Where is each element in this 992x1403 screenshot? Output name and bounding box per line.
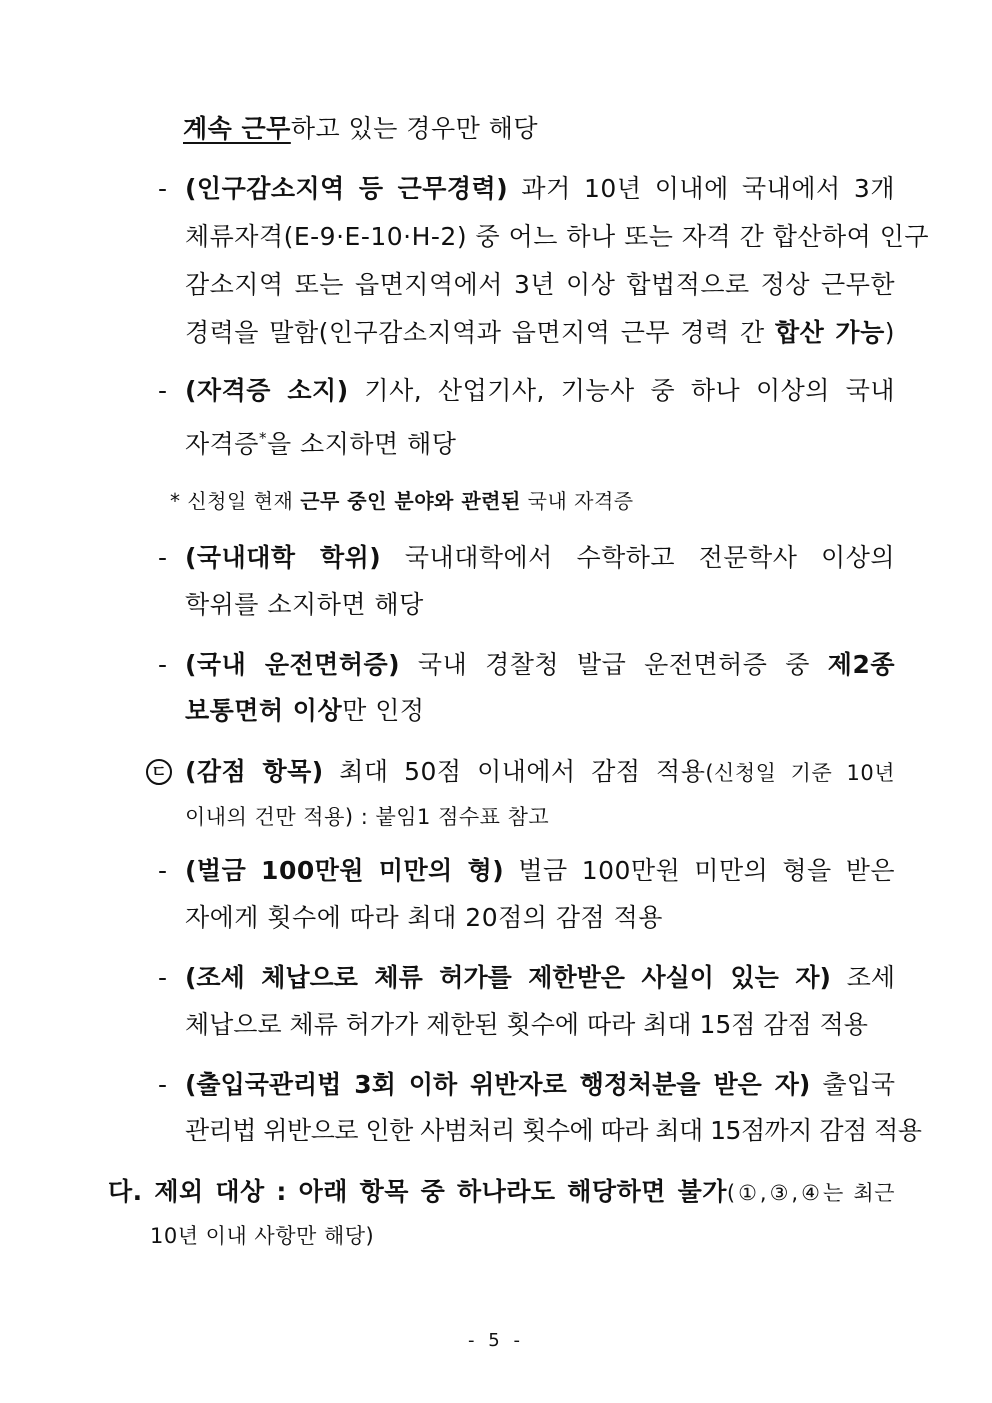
body-text-small: (①,③,④는 최근 (726, 1181, 895, 1205)
circled-letter-icon: ㄷ (146, 759, 172, 785)
body-text: ) (884, 318, 895, 347)
body-line: 학위를 소지하면 해당 (185, 590, 424, 619)
note-text: 국내 자격증 (520, 489, 634, 513)
section-heading (108, 1175, 895, 1210)
body-text: 출입국 (810, 1070, 895, 1099)
bullet-dash: - (158, 650, 168, 679)
continued-line (183, 112, 538, 146)
body-line: 이내의 건만 적용) : 붙임1 점수표 참고 (185, 805, 550, 829)
body-text: 조세 (830, 963, 895, 992)
body-text: 최대 50점 이내에서 감점 적용 (323, 757, 706, 786)
bullet-dash: - (158, 376, 168, 405)
item-title: (감점 항목) (185, 757, 324, 786)
body-line: 체납으로 체류 허가가 제한된 횟수에 따라 최대 15점 감점 적용 (185, 1010, 868, 1039)
footnote (170, 484, 634, 518)
body-line (185, 694, 425, 728)
bullet-title: (벌금 100만원 미만의 형) (185, 856, 505, 885)
body-text: 경력을 말함(인구감소지역과 읍면지역 근무 경력 간 (185, 318, 776, 347)
body-text: 을 소지하면 해당 (266, 429, 457, 459)
emphasis-text: 합산 가능 (775, 318, 885, 347)
bullet-line (185, 1068, 895, 1102)
bullet-line (185, 172, 895, 206)
body-line: 자에게 횟수에 따라 최대 20점의 감점 적용 (185, 903, 663, 932)
bullet-line (185, 854, 895, 888)
bullet-dash: - (158, 963, 168, 992)
bullet-dash: - (158, 174, 168, 203)
body-text: 과거 10년 이내에 국내에서 3개 (508, 174, 895, 203)
bullet-dash: - (158, 856, 168, 885)
bullet-line (185, 374, 895, 408)
emphasis-text: 계속 근무 (183, 114, 291, 143)
bullet-title: (조세 체납으로 체류 허가를 제한받은 사실이 있는 자) (185, 963, 831, 992)
body-line: 10년 이내 사항만 해당) (150, 1224, 375, 1248)
note-text: * 신청일 현재 (170, 489, 301, 513)
bullet-title: (국내 운전면허증) (185, 650, 401, 679)
footnote-mark: * (258, 429, 267, 447)
bullet-title: (출입국관리법 3회 이하 위반자로 행정처분을 받은 자) (185, 1070, 811, 1099)
body-line: 체류자격(E-9·E-10·H-2) 중 어느 하나 또는 자격 간 합산하여 인구 (185, 222, 930, 251)
bullet-dash: - (158, 1070, 168, 1099)
page-number: - 5 - (468, 1330, 524, 1351)
body-line (185, 316, 895, 350)
emphasis-text: 보통면허 이상 (185, 696, 343, 725)
body-text: 벌금 100만원 미만의 형을 받은 (504, 856, 895, 885)
body-line (185, 421, 456, 461)
body-text: 국내대학에서 수학하고 전문학사 이상의 (381, 543, 895, 572)
body-text: 국내 경찰청 발급 운전면허증 중 (400, 650, 828, 679)
bullet-title: (자격증 소지) (185, 376, 349, 405)
bullet-title: (국내대학 학위) (185, 543, 382, 572)
bullet-dash: - (158, 543, 168, 572)
body-line: 감소지역 또는 읍면지역에서 3년 이상 합법적으로 정상 근무한 (185, 270, 895, 299)
body-text: 자격증 (185, 429, 259, 459)
section-title: 다. 제외 대상 : 아래 항목 중 하나라도 해당하면 불가 (108, 1177, 727, 1206)
body-text-small: (신청일 기준 10년 (705, 761, 896, 785)
body-line: 관리법 위반으로 인한 사범처리 횟수에 따라 최대 15점까지 감점 적용 (185, 1116, 922, 1145)
bullet-line (185, 648, 895, 682)
note-emphasis: 근무 중인 분야와 관련된 (300, 489, 521, 513)
item-line (185, 755, 895, 790)
bullet-line (185, 541, 895, 575)
body-text: 하고 있는 경우만 해당 (290, 114, 539, 143)
body-text: 만 인정 (342, 696, 425, 725)
emphasis-text: 제2종 (827, 650, 895, 679)
bullet-line (185, 961, 895, 995)
bullet-title: (인구감소지역 등 근무경력) (185, 174, 509, 203)
body-text: 기사, 산업기사, 기능사 중 하나 이상의 국내 (348, 376, 895, 405)
